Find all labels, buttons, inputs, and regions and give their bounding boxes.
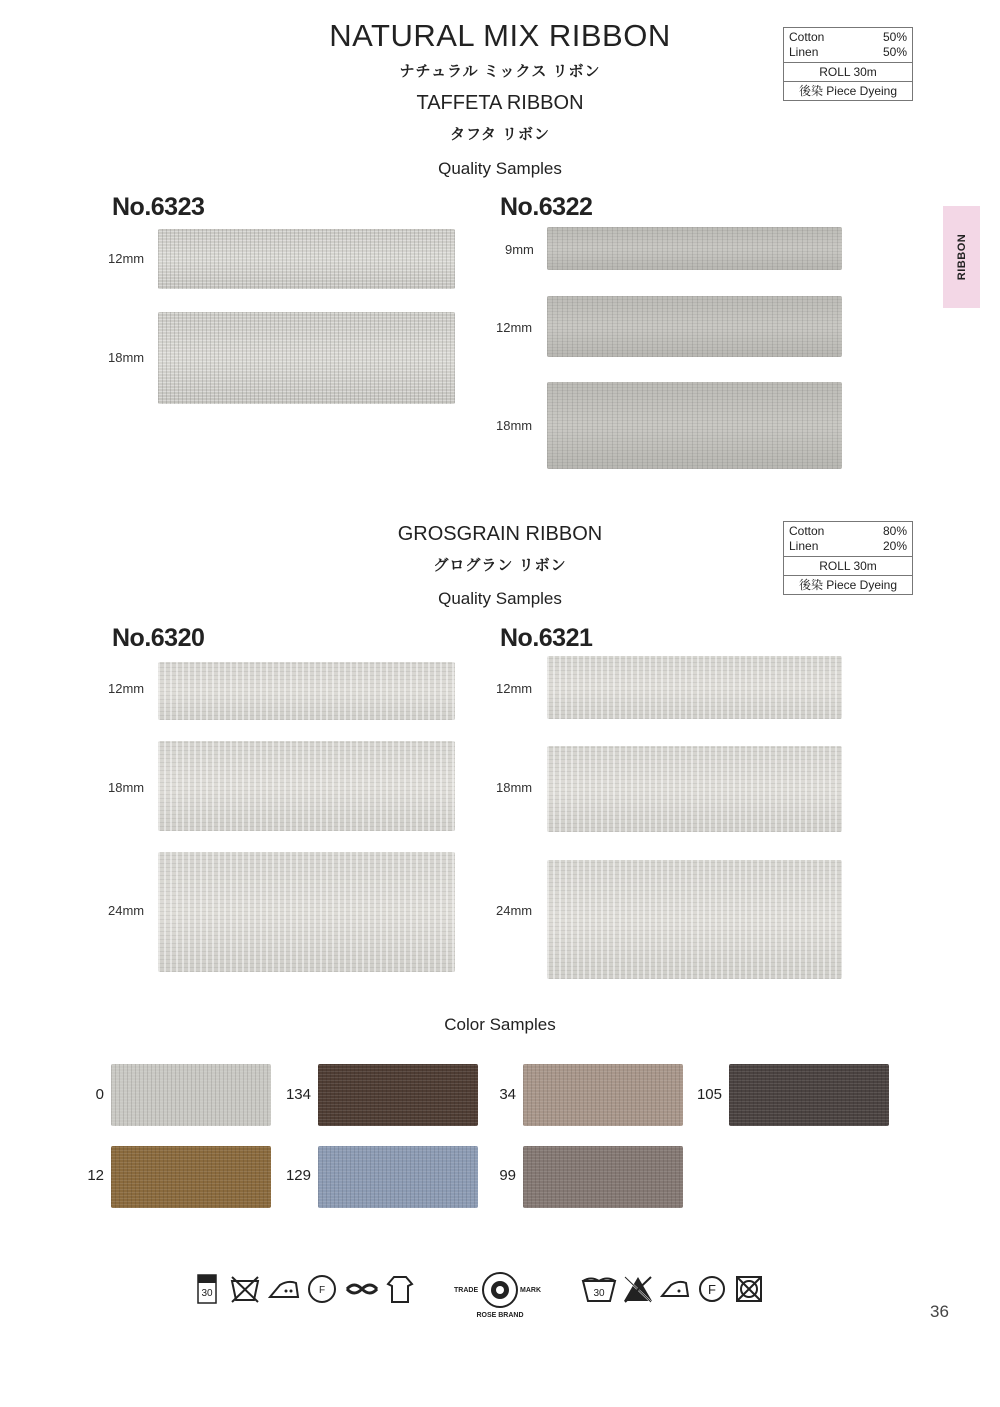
spec-label: Cotton <box>789 30 825 44</box>
iron-low-icon <box>659 1272 691 1306</box>
page-title: NATURAL MIX RIBBON <box>329 18 671 53</box>
spec-label: Linen <box>789 45 819 59</box>
dry-clean-f-icon <box>697 1272 727 1306</box>
ribbon-sample-6320-18mm <box>158 741 455 831</box>
color-samples-heading: Color Samples <box>444 1015 556 1034</box>
trademark-text-right: MARK <box>520 1287 541 1294</box>
color-swatch-99 <box>523 1146 683 1208</box>
ribbon-sample-6322-18mm <box>547 382 842 469</box>
spec-value: 50% <box>882 45 907 59</box>
ribbon-sample-6322-9mm <box>547 227 842 270</box>
quality-samples-heading: Quality Samples <box>438 159 562 178</box>
twist-icon <box>344 1272 380 1306</box>
size-label: 12mm <box>496 320 533 335</box>
rose-brand-trademark <box>454 1262 546 1322</box>
spec-label: Cotton <box>789 524 825 538</box>
ribbon-sample-6323-12mm <box>158 229 455 289</box>
color-swatch-34 <box>523 1064 683 1126</box>
product-number-6320: No.6320 <box>112 624 205 652</box>
spec-roll: ROLL 30m <box>784 556 912 575</box>
spec-box-grosgrain <box>783 521 913 595</box>
svg-text:30: 30 <box>201 1288 213 1299</box>
product-number-6323: No.6323 <box>112 193 205 221</box>
no-tumble-dry-icon <box>734 1272 764 1306</box>
spec-value: 20% <box>882 539 907 553</box>
ribbon-sample-6322-12mm <box>547 296 842 357</box>
page-number: 36 <box>930 1302 949 1321</box>
color-code: 129 <box>285 1167 311 1184</box>
color-code: 134 <box>285 1086 311 1103</box>
section-tab-label: RIBBON <box>955 233 968 281</box>
page-title-jp: ナチュラル ミックス リボン <box>399 63 601 80</box>
size-label: 18mm <box>496 418 533 433</box>
ribbon-sample-6321-12mm <box>547 656 842 719</box>
section-title-taffeta-jp: タフタ リボン <box>449 126 551 143</box>
no-bleach-icon <box>228 1272 262 1306</box>
spec-label: Linen <box>789 539 819 553</box>
section-tab <box>943 206 980 308</box>
spec-roll: ROLL 30m <box>784 62 912 81</box>
ribbon-sample-6321-24mm <box>547 860 842 979</box>
color-swatch-105 <box>729 1064 889 1126</box>
trademark-text-bottom: ROSE BRAND <box>476 1312 524 1319</box>
svg-text:F: F <box>708 1282 716 1297</box>
trademark-text-left: TRADE <box>454 1287 479 1294</box>
svg-text:30: 30 <box>593 1288 605 1299</box>
section-title-taffeta: TAFFETA RIBBON <box>416 92 584 114</box>
spec-value: 80% <box>882 524 907 538</box>
iron-medium-icon <box>267 1272 301 1306</box>
spec-value: 50% <box>882 30 907 44</box>
svg-text:F: F <box>318 1285 326 1296</box>
size-label: 18mm <box>496 780 533 795</box>
color-swatch-12 <box>111 1146 271 1208</box>
size-label: 12mm <box>496 681 533 696</box>
color-swatch-0 <box>111 1064 271 1126</box>
hang-dry-icon <box>384 1272 416 1306</box>
ribbon-sample-6321-18mm <box>547 746 842 832</box>
spec-box-taffeta <box>783 27 913 101</box>
color-code: 0 <box>95 1086 104 1103</box>
product-number-6322: No.6322 <box>500 193 593 221</box>
section-title-grosgrain-jp: グログラン リボン <box>433 557 567 574</box>
spec-dyeing: 後染 Piece Dyeing <box>784 81 912 100</box>
section-title-grosgrain: GROSGRAIN RIBBON <box>397 523 603 545</box>
color-code: 12 <box>87 1167 104 1184</box>
size-label: 24mm <box>108 903 145 918</box>
spec-dyeing: 後染 Piece Dyeing <box>784 575 912 594</box>
size-label: 12mm <box>108 251 145 266</box>
quality-samples-heading: Quality Samples <box>438 589 562 608</box>
size-label: 24mm <box>496 903 533 918</box>
wash-30-icon <box>196 1272 218 1306</box>
color-swatch-134 <box>318 1064 478 1126</box>
product-number-6321: No.6321 <box>500 624 593 652</box>
ribbon-sample-6320-12mm <box>158 662 455 720</box>
size-label: 18mm <box>108 780 145 795</box>
color-code: 34 <box>499 1086 516 1103</box>
ribbon-sample-6323-18mm <box>158 312 455 404</box>
color-code: 105 <box>696 1086 722 1103</box>
size-label: 12mm <box>108 681 145 696</box>
dry-clean-icon <box>306 1272 338 1306</box>
wash-basin-30-icon <box>580 1272 618 1306</box>
no-chlorine-icon <box>622 1272 654 1306</box>
ribbon-sample-6320-24mm <box>158 852 455 972</box>
size-label: 18mm <box>108 350 145 365</box>
color-code: 99 <box>499 1167 516 1184</box>
color-swatch-129 <box>318 1146 478 1208</box>
size-label: 9mm <box>505 242 534 257</box>
